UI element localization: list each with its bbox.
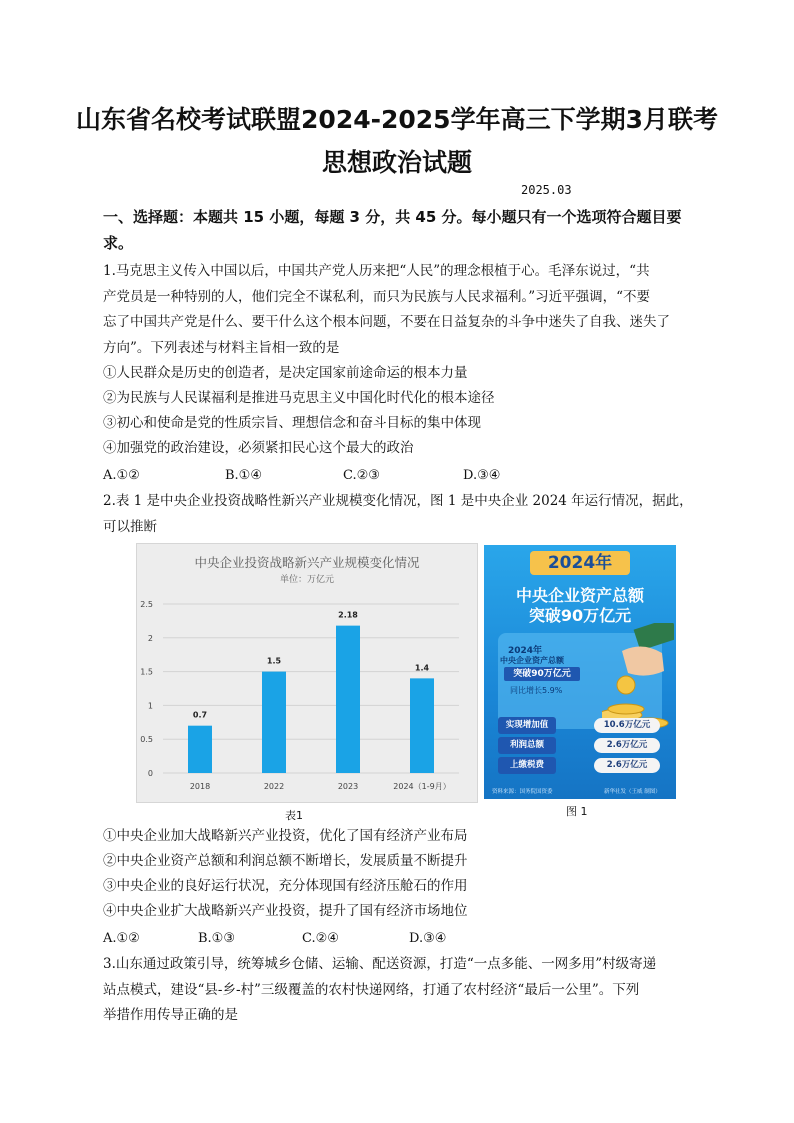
info-row-value: 10.6万亿元 bbox=[594, 718, 660, 733]
info-card-line2: 中央企业资产总额 bbox=[500, 656, 564, 665]
q2-stem bbox=[103, 489, 695, 540]
q2-statement: ③中央企业的良好运行状况，充分体现国有经济压舱石的作用 bbox=[103, 878, 468, 894]
info-row bbox=[498, 737, 662, 754]
q1-option-c[interactable]: C.②③ bbox=[343, 468, 380, 483]
infographic-figure1 bbox=[484, 545, 676, 799]
info-card-line1: 2024年 bbox=[508, 646, 543, 656]
y-tick-label: 0.5 bbox=[140, 735, 153, 745]
bar-value-label: 1.5 bbox=[266, 656, 282, 666]
info-row-label: 上缴税费 bbox=[498, 757, 556, 774]
q3-stem-line: 3.山东通过政策引导，统筹城乡仓储、运输、配送资源，打造“一点多能、一网多用”村级寄递 bbox=[103, 956, 657, 972]
q3-stem-line: 举措作用传导正确的是 bbox=[103, 1007, 238, 1023]
info-row-value: 2.6万亿元 bbox=[594, 738, 660, 753]
bar bbox=[336, 626, 360, 773]
figure1-caption: 图 1 bbox=[566, 805, 588, 818]
chart-subtitle: 单位：万亿元 bbox=[279, 575, 335, 585]
info-row bbox=[498, 757, 662, 774]
q2-statement: ①中央企业加大战略新兴产业投资，优化了国有经济产业布局 bbox=[103, 828, 468, 844]
q1-stem-line: 产党员是一种特别的人，他们完全不谋私利，而只为民族与人民求福利。”习近平强调，“不要 bbox=[103, 288, 651, 305]
info-row-value: 2.6万亿元 bbox=[594, 758, 660, 773]
q1-stem-line: 1.马克思主义传入中国以后，中国共产党人历来把“人民”的理念根植于心。毛泽东说过，“共 bbox=[103, 263, 650, 279]
q1-stem bbox=[103, 259, 695, 361]
q3-stem bbox=[103, 952, 695, 1029]
chart-title: 中央企业投资战略新兴产业规模变化情况 bbox=[194, 555, 420, 570]
q1-statement: ①人民群众是历史的创造者，是决定国家前途命运的根本力量 bbox=[103, 365, 468, 381]
q2-option-a[interactable]: A.①② bbox=[103, 931, 140, 946]
q2-statement: ②中央企业资产总额和利润总额不断增长，发展质量不断提升 bbox=[103, 853, 468, 869]
table1-caption: 表1 bbox=[285, 809, 303, 822]
bar-value-label: 1.4 bbox=[414, 663, 430, 673]
bar bbox=[262, 672, 286, 773]
q2-option-c[interactable]: C.②④ bbox=[302, 931, 339, 946]
info-card-line3: 突破90万亿元 bbox=[504, 667, 580, 681]
q2-stem-line: 可以推断 bbox=[103, 518, 157, 535]
x-tick-label: 2024（1-9月） bbox=[393, 782, 451, 791]
q3-stem-line: 站点模式，建设“县-乡-村”三级覆盖的农村快递网络，打通了农村经济“最后一公里”。下列 bbox=[103, 981, 640, 998]
q1-option-d[interactable]: D.③④ bbox=[463, 468, 501, 483]
bar-value-label: 2.18 bbox=[338, 610, 358, 620]
section-heading bbox=[103, 204, 695, 256]
chart-table1 bbox=[136, 543, 478, 803]
info-source: 资料来源：国务院国资委 bbox=[492, 789, 553, 795]
x-tick-label: 2023 bbox=[337, 782, 359, 791]
q1-statement: ②为民族与人民谋福利是推进马克思主义中国化时代化的根本途径 bbox=[103, 390, 495, 406]
q2-option-d[interactable]: D.③④ bbox=[409, 931, 447, 946]
info-year-badge: 2024年 bbox=[530, 551, 630, 575]
y-tick-label: 2 bbox=[147, 633, 153, 643]
bar-chart bbox=[137, 544, 477, 802]
q1-option-a[interactable]: A.①② bbox=[103, 468, 140, 483]
q1-stem-line: 忘了中国共产党是什么、要干什么这个根本问题，不要在日益复杂的斗争中迷失了自我、迷失了 bbox=[103, 314, 670, 330]
x-tick-label: 2018 bbox=[189, 782, 211, 791]
exam-title-line1: 山东省名校考试联盟2024-2025学年高三下学期3月联考 bbox=[76, 105, 718, 134]
info-row-label: 实现增加值 bbox=[498, 717, 556, 734]
x-tick-label: 2022 bbox=[263, 782, 285, 791]
q2-stem-line: 2.表 1 是中央企业投资战略性新兴产业规模变化情况，图 1 是中央企业 2024 年运行情况，据此， bbox=[103, 493, 693, 509]
info-row-label: 利润总额 bbox=[498, 737, 556, 754]
bar bbox=[188, 726, 212, 773]
y-tick-label: 1 bbox=[147, 701, 153, 711]
section-heading-line1: 一、选择题：本题共 15 小题，每题 3 分，共 45 分。每小题只有一个选项符合题目要 bbox=[103, 208, 682, 226]
y-tick-label: 2.5 bbox=[140, 600, 153, 609]
section-heading-line2: 求。 bbox=[103, 234, 134, 252]
exam-title-line2: 思想政治试题 bbox=[321, 148, 472, 177]
bar-value-label: 0.7 bbox=[192, 710, 208, 720]
exam-date: 2025.03 bbox=[521, 183, 572, 197]
info-publisher: 新华社发（王威 制图） bbox=[604, 789, 661, 795]
q1-option-b[interactable]: B.①④ bbox=[225, 468, 262, 483]
info-card-line4: 同比增长5.9% bbox=[510, 686, 563, 695]
info-headline2: 突破90万亿元 bbox=[528, 606, 632, 625]
y-tick-label: 0 bbox=[147, 769, 153, 778]
y-tick-label: 1.5 bbox=[140, 667, 153, 677]
q1-stem-line: 方向”。下列表述与材料主旨相一致的是 bbox=[103, 339, 340, 356]
info-row bbox=[498, 717, 662, 734]
q1-statement: ④加强党的政治建设，必须紧扣民心这个最大的政治 bbox=[103, 440, 414, 456]
q2-option-b[interactable]: B.①③ bbox=[198, 931, 235, 946]
q2-statement: ④中央企业扩大战略新兴产业投资，提升了国有经济市场地位 bbox=[103, 903, 468, 919]
info-headline1: 中央企业资产总额 bbox=[515, 586, 644, 605]
q1-statement: ③初心和使命是党的性质宗旨、理想信念和奋斗目标的集中体现 bbox=[103, 415, 481, 431]
bar bbox=[410, 678, 434, 773]
